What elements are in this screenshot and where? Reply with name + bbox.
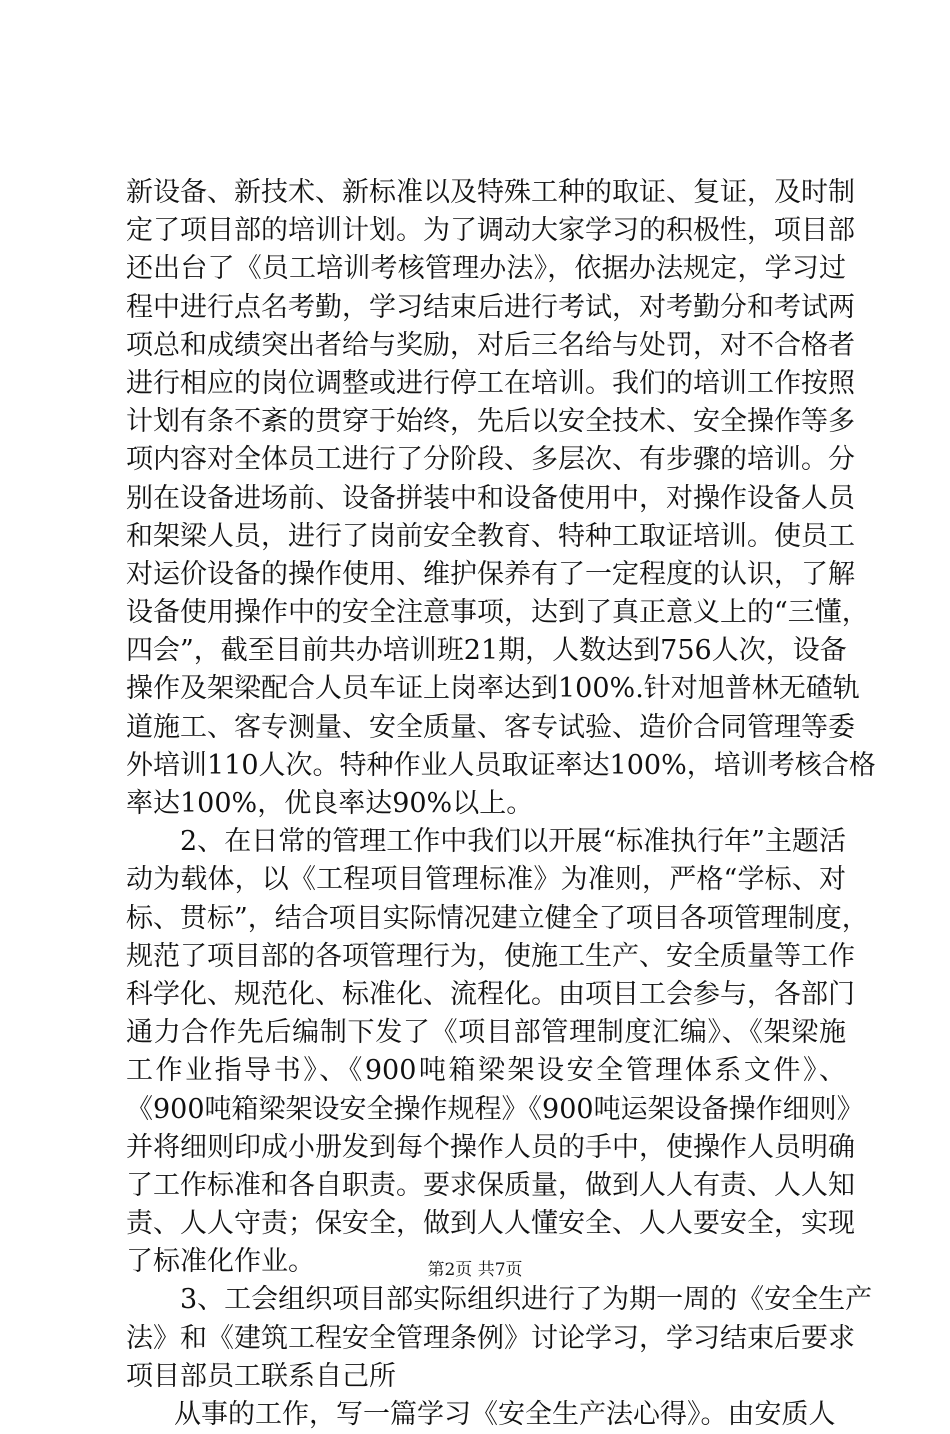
text-line: 法》和《建筑工程安全管理条例》讨论学习，学习结束后要求 <box>126 1322 855 1354</box>
text-line: 工作业指导书》、《900吨箱梁架设安全管理体系文件》、 <box>126 1055 846 1087</box>
text-line: 项内容对全体员工进行了分阶段、多层次、有步骤的培训。分 <box>126 444 855 476</box>
text-line: 项总和成绩突出者给与奖励，对后三名给与处罚，对不合格者 <box>126 329 855 361</box>
text-line: 标、贯标”，结合项目实际情况建立健全了项目各项管理制度， <box>126 902 869 934</box>
text-line: 计划有条不紊的贯穿于始终，先后以安全技术、安全操作等多 <box>126 406 855 438</box>
text-line: 新设备、新技术、新标准以及特殊工种的取证、复证，及时制 <box>126 177 855 208</box>
text-line: 《900吨箱梁架设安全操作规程》《900吨运架设备操作细则》 <box>126 1093 864 1125</box>
text-line: 了标准化作业。 <box>126 1246 315 1278</box>
text-line: 四会”，截至目前共办培训班21期，人数达到756人次，设备 <box>126 635 847 667</box>
paragraph-start-line: 从事的工作，写一篇学习《安全生产法心得》。由安质人 <box>174 1399 836 1430</box>
text-line: 科学化、规范化、标准化、流程化。由项目工会参与，各部门 <box>126 978 855 1010</box>
text-line: 操作及架梁配合人员车证上岗率达到100%.针对旭普林无碴轨 <box>126 673 860 705</box>
text-line: 还出台了《员工培训考核管理办法》，依据办法规定，学习过 <box>126 253 846 285</box>
body-text <box>126 174 876 1434</box>
text-line: 动为载体，以《工程项目管理标准》为准则，严格“学标、对 <box>126 864 846 896</box>
page-number-footer: 第2页 共7页 <box>427 1260 523 1280</box>
text-line: 责、人人守责；保安全，做到人人懂安全、人人要安全，实现 <box>126 1208 855 1240</box>
text-line: 并将细则印成小册发到每个操作人员的手中，使操作人员明确 <box>126 1131 855 1163</box>
text-line: 定了项目部的培训计划。为了调动大家学习的积极性，项目部 <box>126 215 855 247</box>
text-line: 通力合作先后编制下发了《项目部管理制度汇编》、《架梁施 <box>126 1017 846 1049</box>
text-line: 别在设备进场前、设备拼装中和设备使用中，对操作设备人员 <box>126 482 855 514</box>
text-line: 进行相应的岗位调整或进行停工在培训。我们的培训工作按照 <box>126 367 855 399</box>
paragraph-start-line: 3、工会组织项目部实际组织进行了为期一周的《安全生产 <box>180 1284 873 1316</box>
paragraph-start-line: 2、在日常的管理工作中我们以开展“标准执行年”主题活 <box>180 826 846 858</box>
text-line: 项目部员工联系自己所 <box>126 1360 396 1392</box>
text-line: 程中进行点名考勤，学习结束后进行考试，对考勤分和考试两 <box>126 291 855 323</box>
text-line: 了工作标准和各自职责。要求保质量，做到人人有责、人人知 <box>126 1169 855 1201</box>
text-line: 道施工、客专测量、安全质量、客专试验、造价合同管理等委 <box>126 711 855 743</box>
text-line: 对运价设备的操作使用、维护保养有了一定程度的认识，了解 <box>126 558 855 590</box>
text-line: 规范了项目部的各项管理行为，使施工生产、安全质量等工作 <box>126 940 855 972</box>
text-line: 外培训110人次。特种作业人员取证率达100%，培训考核合格 <box>126 749 876 781</box>
text-line: 设备使用操作中的安全注意事项，达到了真正意义上的“三懂， <box>126 597 869 629</box>
text-line: 率达100%，优良率达90%以上。 <box>126 788 534 819</box>
text-line: 和架梁人员，进行了岗前安全教育、特种工取证培训。使员工 <box>126 520 855 552</box>
